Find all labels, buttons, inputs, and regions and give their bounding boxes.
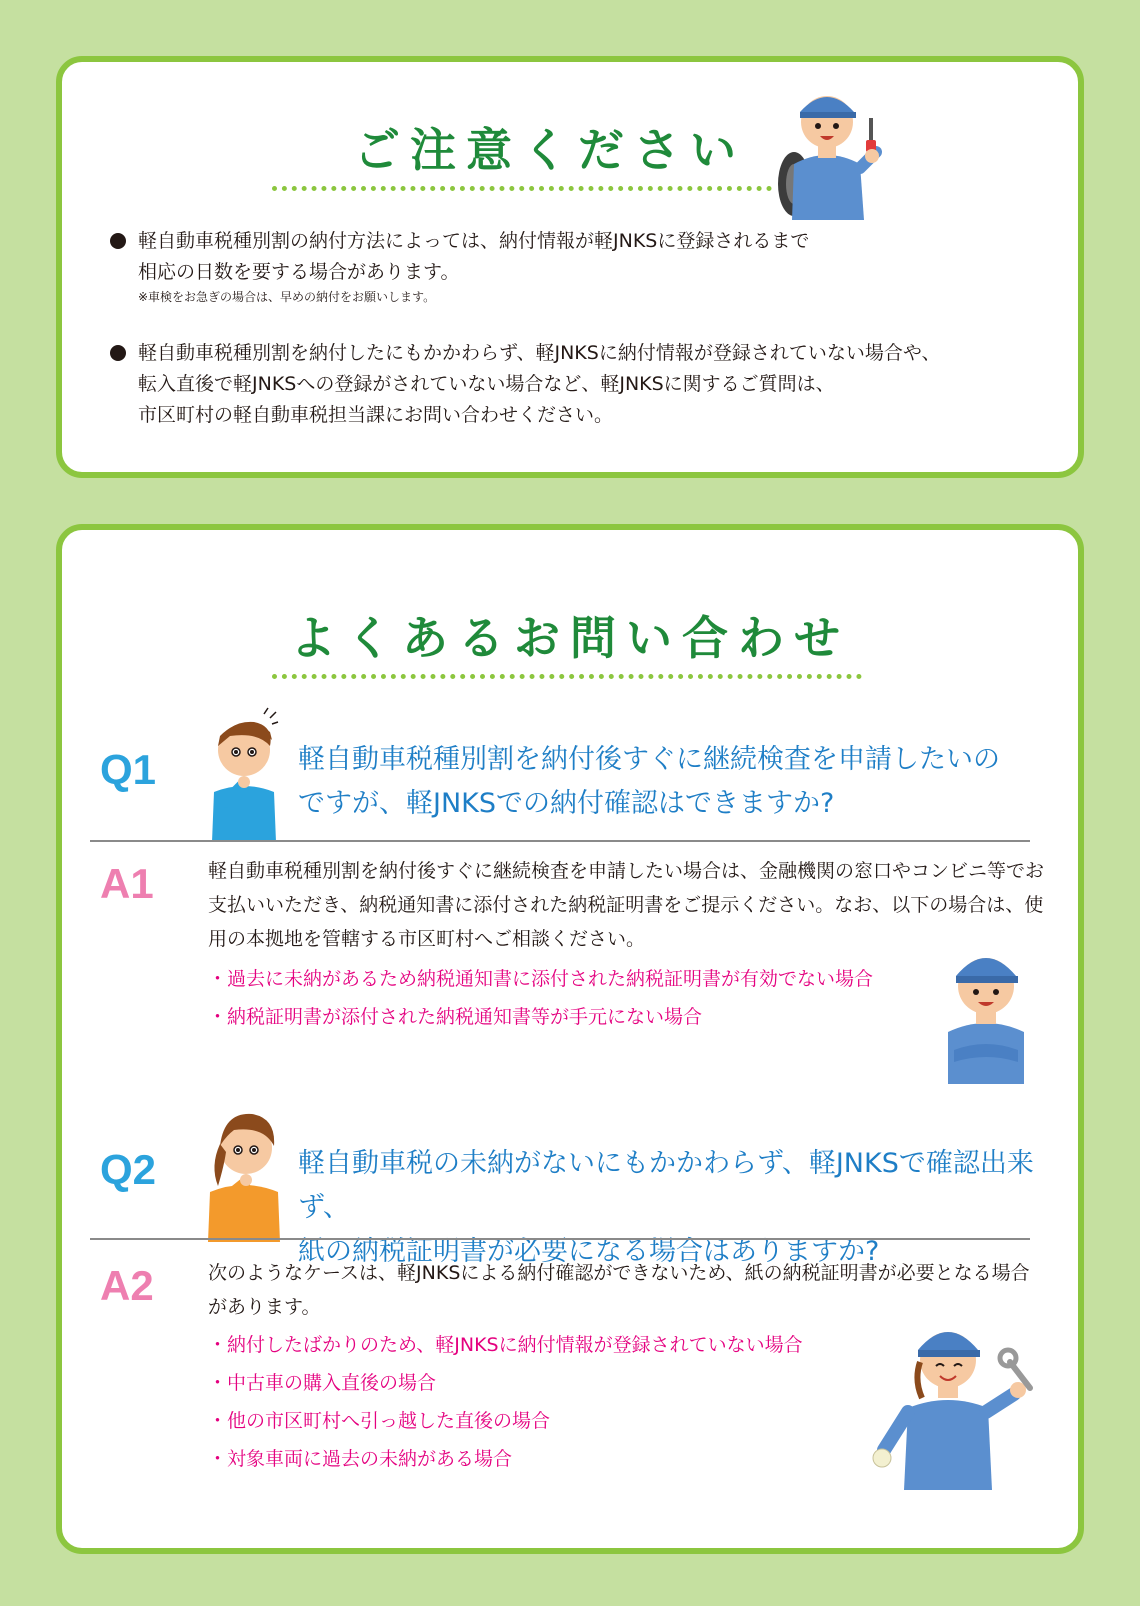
notice-bullet-text: 軽自動車税種別割の納付方法によっては、納付情報が軽JNKSに登録されるまで 相応の日数を要する場合があります。: [138, 230, 810, 283]
a2-point: ・ 対象車両に過去の未納がある場合: [208, 1440, 968, 1478]
faq-title: よくあるお問い合わせ: [290, 611, 850, 665]
a1-point: ・ 納税証明書が添付された納税通知書等が手元にない場合: [208, 998, 968, 1036]
notice-title: ご注意ください: [354, 123, 746, 177]
q1-label: Q1: [100, 746, 157, 793]
thinking-woman-illustration: [204, 1096, 284, 1242]
bullet-dot-icon: [110, 345, 126, 361]
a2-point: ・ 他の市区町村へ引っ越した直後の場合: [208, 1402, 968, 1440]
mechanic-screwdriver-illustration: [772, 72, 882, 222]
a2-point: ・ 納付したばかりのため、軽JNKSに納付情報が登録されていない場合: [208, 1326, 968, 1364]
a1-answer: 軽自動車税種別割を納付後すぐに継続検査を申請したい場合は、金融機関の窓口やコンビニ等でお支払いいただき、納税通知書に添付された納税証明書をご提示ください。なお、以下の場合は、使用の本拠地を管轄する市区町村へご相談ください。: [208, 860, 1045, 950]
notice-bullet-note: ※車検をお急ぎの場合は、早めの納付をお願いします。: [138, 290, 436, 304]
a1-label: A1: [100, 860, 154, 907]
q2-divider: [90, 1238, 1030, 1240]
a1-point-list: [208, 960, 968, 1036]
mechanic-arms-crossed-illustration: [944, 932, 1028, 1084]
notice-bullet-2: [112, 338, 1052, 431]
bullet-dot-icon: [110, 233, 126, 249]
faq-title-underline: [272, 674, 862, 679]
mechanic-wrench-illustration: [868, 1300, 1038, 1490]
a2-point: ・ 中古車の購入直後の場合: [208, 1364, 968, 1402]
notice-title-underline: [272, 186, 772, 191]
q2-question: 軽自動車税の未納がないにもかかわらず、軽JNKSで確認出来ず、 紙の納税証明書が必要になる場合はありますか?: [298, 1148, 1034, 1267]
notice-bullet-text: 軽自動車税種別割を納付したにもかかわらず、軽JNKSに納付情報が登録されていない場合や、 転入直後で軽JNKSへの登録がされていない場合など、軽JNKSに関するご質問は、 市区町村の軽自動車税担当課にお問い合わせください。: [138, 342, 941, 426]
faq-card: [56, 524, 1084, 1554]
q1-question: 軽自動車税種別割を納付後すぐに継続検査を申請したいの ですが、軽JNKSでの納付確認はできますか?: [298, 744, 1000, 819]
a2-answer: 次のようなケースは、軽JNKSによる納付確認ができないため、紙の納税証明書が必要となる場合があります。: [208, 1262, 1030, 1318]
notice-card: [56, 56, 1084, 478]
q1-divider: [90, 840, 1030, 842]
a2-point-list: [208, 1326, 968, 1478]
thinking-man-illustration: [208, 706, 280, 842]
q2-label: Q2: [100, 1146, 157, 1193]
a2-label: A2: [100, 1262, 154, 1309]
a1-point: ・ 過去に未納があるため納税通知書に添付された納税証明書が有効でない場合: [208, 960, 968, 998]
notice-bullet-1: [112, 226, 1052, 306]
